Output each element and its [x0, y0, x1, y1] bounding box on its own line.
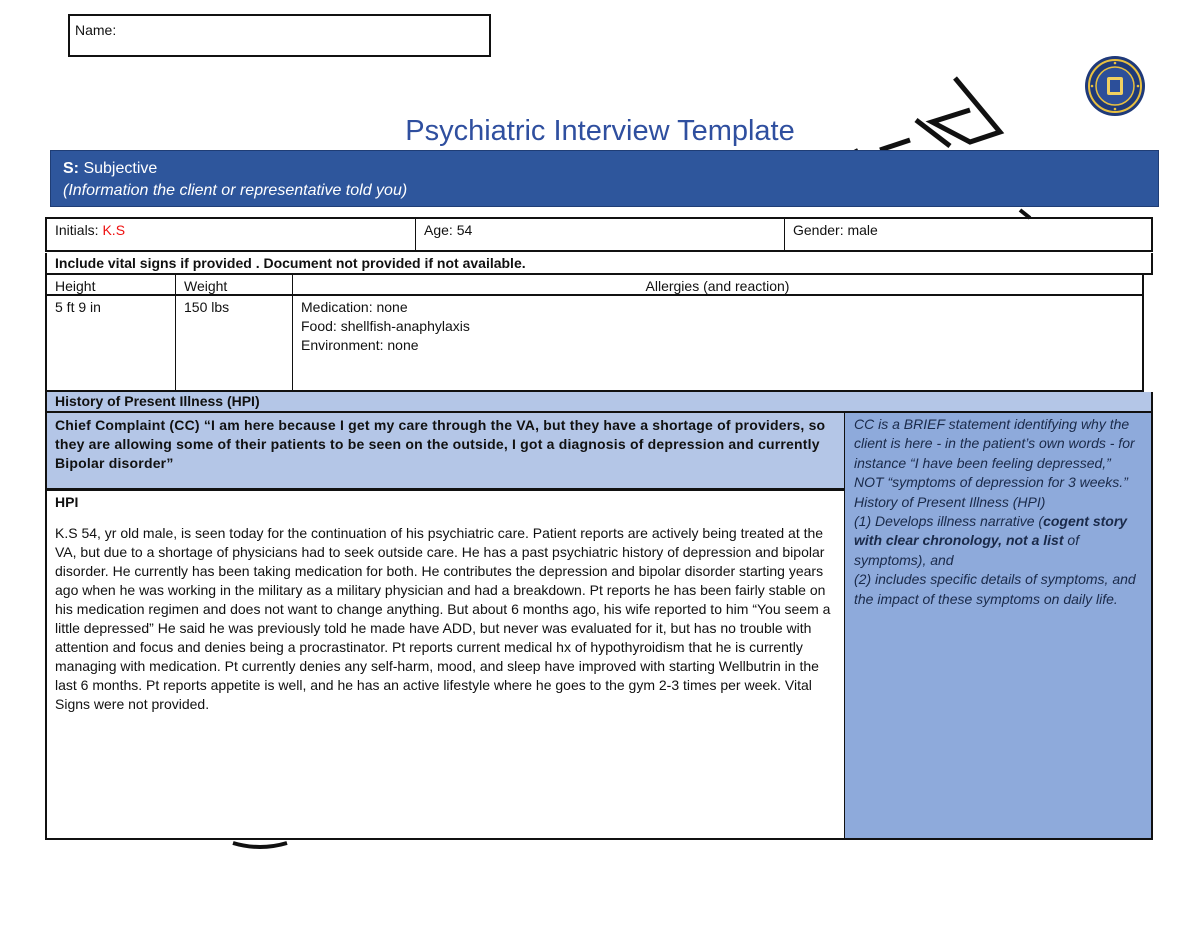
hpi-narrative[interactable]: [45, 489, 845, 840]
height-header: Height: [47, 275, 176, 294]
allergies-header: Allergies (and reaction): [645, 278, 790, 294]
chief-complaint[interactable]: Chief Complaint (CC) “I am here because I get my care through the VA, but they have a shortage of providers, so they are allowing some of their patients to be seen on the outside, I got a diagnosis of depression and currently Bipolar disorder”: [45, 411, 845, 490]
vitals-header-row: [45, 275, 1144, 296]
weight-value[interactable]: 150 lbs: [176, 296, 293, 390]
allergy-food: Food: shellfish-anaphylaxis: [301, 318, 470, 334]
guidance-panel: [844, 411, 1153, 840]
guidance-narrative: (1) Develops illness narrative (cogent story with clear chronology, not a list of symptoms), and: [854, 513, 1128, 568]
allergy-environment: Environment: none: [301, 337, 419, 353]
age-cell[interactable]: Age: 54: [416, 219, 785, 250]
guidance-cc: CC is a BRIEF statement identifying why the client is here - in the patient’s own words - for instance “I have been feeling depressed,” NOT “symptoms of depression for 3 weeks.” History of Present Illness (HPI): [854, 416, 1135, 510]
allergy-medication: Medication: none: [301, 299, 408, 315]
guidance-details: (2) includes specific details of symptoms, and the impact of these symptoms on daily life.: [854, 571, 1136, 607]
page-title: Psychiatric Interview Template: [405, 115, 795, 147]
initials-value: K.S: [102, 222, 126, 238]
gender-cell[interactable]: Gender: male: [793, 222, 878, 238]
name-field[interactable]: [68, 14, 491, 57]
allergies-value[interactable]: [293, 296, 1142, 390]
guidance-emphasis: cogent story with clear chronology, not a list: [854, 513, 1128, 549]
vitals-instruction: Include vital signs if provided . Document not provided if not available.: [45, 253, 1153, 275]
height-value[interactable]: 5 ft 9 in: [47, 296, 176, 390]
hpi-label: HPI: [55, 494, 79, 510]
subjective-subtitle: (Information the client or representative told you): [63, 182, 408, 199]
subjective-header: [50, 150, 1159, 207]
vitals-value-row: [45, 296, 1144, 392]
demographics-row: [45, 217, 1153, 252]
subjective-letter: S:: [63, 160, 79, 177]
initials-cell[interactable]: [47, 219, 416, 250]
name-label: Name:: [75, 22, 117, 38]
hpi-section-header: History of Present Illness (HPI): [45, 392, 1153, 411]
initials-label: Initials:: [55, 222, 99, 238]
hpi-body: K.S 54, yr old male, is seen today for the continuation of his psychiatric care. Patient reports are actively being treated at the VA, but due to a shortage of physicians had to seek outside care. He has a past psychiatric history of depression and bipolar disorder. He currently has been taking medication for both. He contributes the depression and bipolar disorder starting years ago when he was working in the military as a military physician and had a breakdown. Pt reports he has been fairly stable on his medication regimen and does not want to change anything. But about 6 months ago, his wife reported to him “You seem a little depressed” He said he was previously told he made have ADD, but never was evaluated for it, but has no trouble with attention and focus and denies being a procrastinator. Pt reports current medical hx of hypothyroidism that he is currently managing with medication. Pt currently denies any self-harm, mood, and sleep have improved with starting Wellbutrin in the last 6 months. Pt reports appetite is well, and he has an active lifestyle where he goes to the gym 2-3 times per week. Vital Signs were not provided.: [55, 525, 831, 712]
subjective-heading: Subjective: [83, 160, 158, 177]
university-seal-logo: [1083, 55, 1147, 117]
weight-header: Weight: [176, 275, 293, 294]
